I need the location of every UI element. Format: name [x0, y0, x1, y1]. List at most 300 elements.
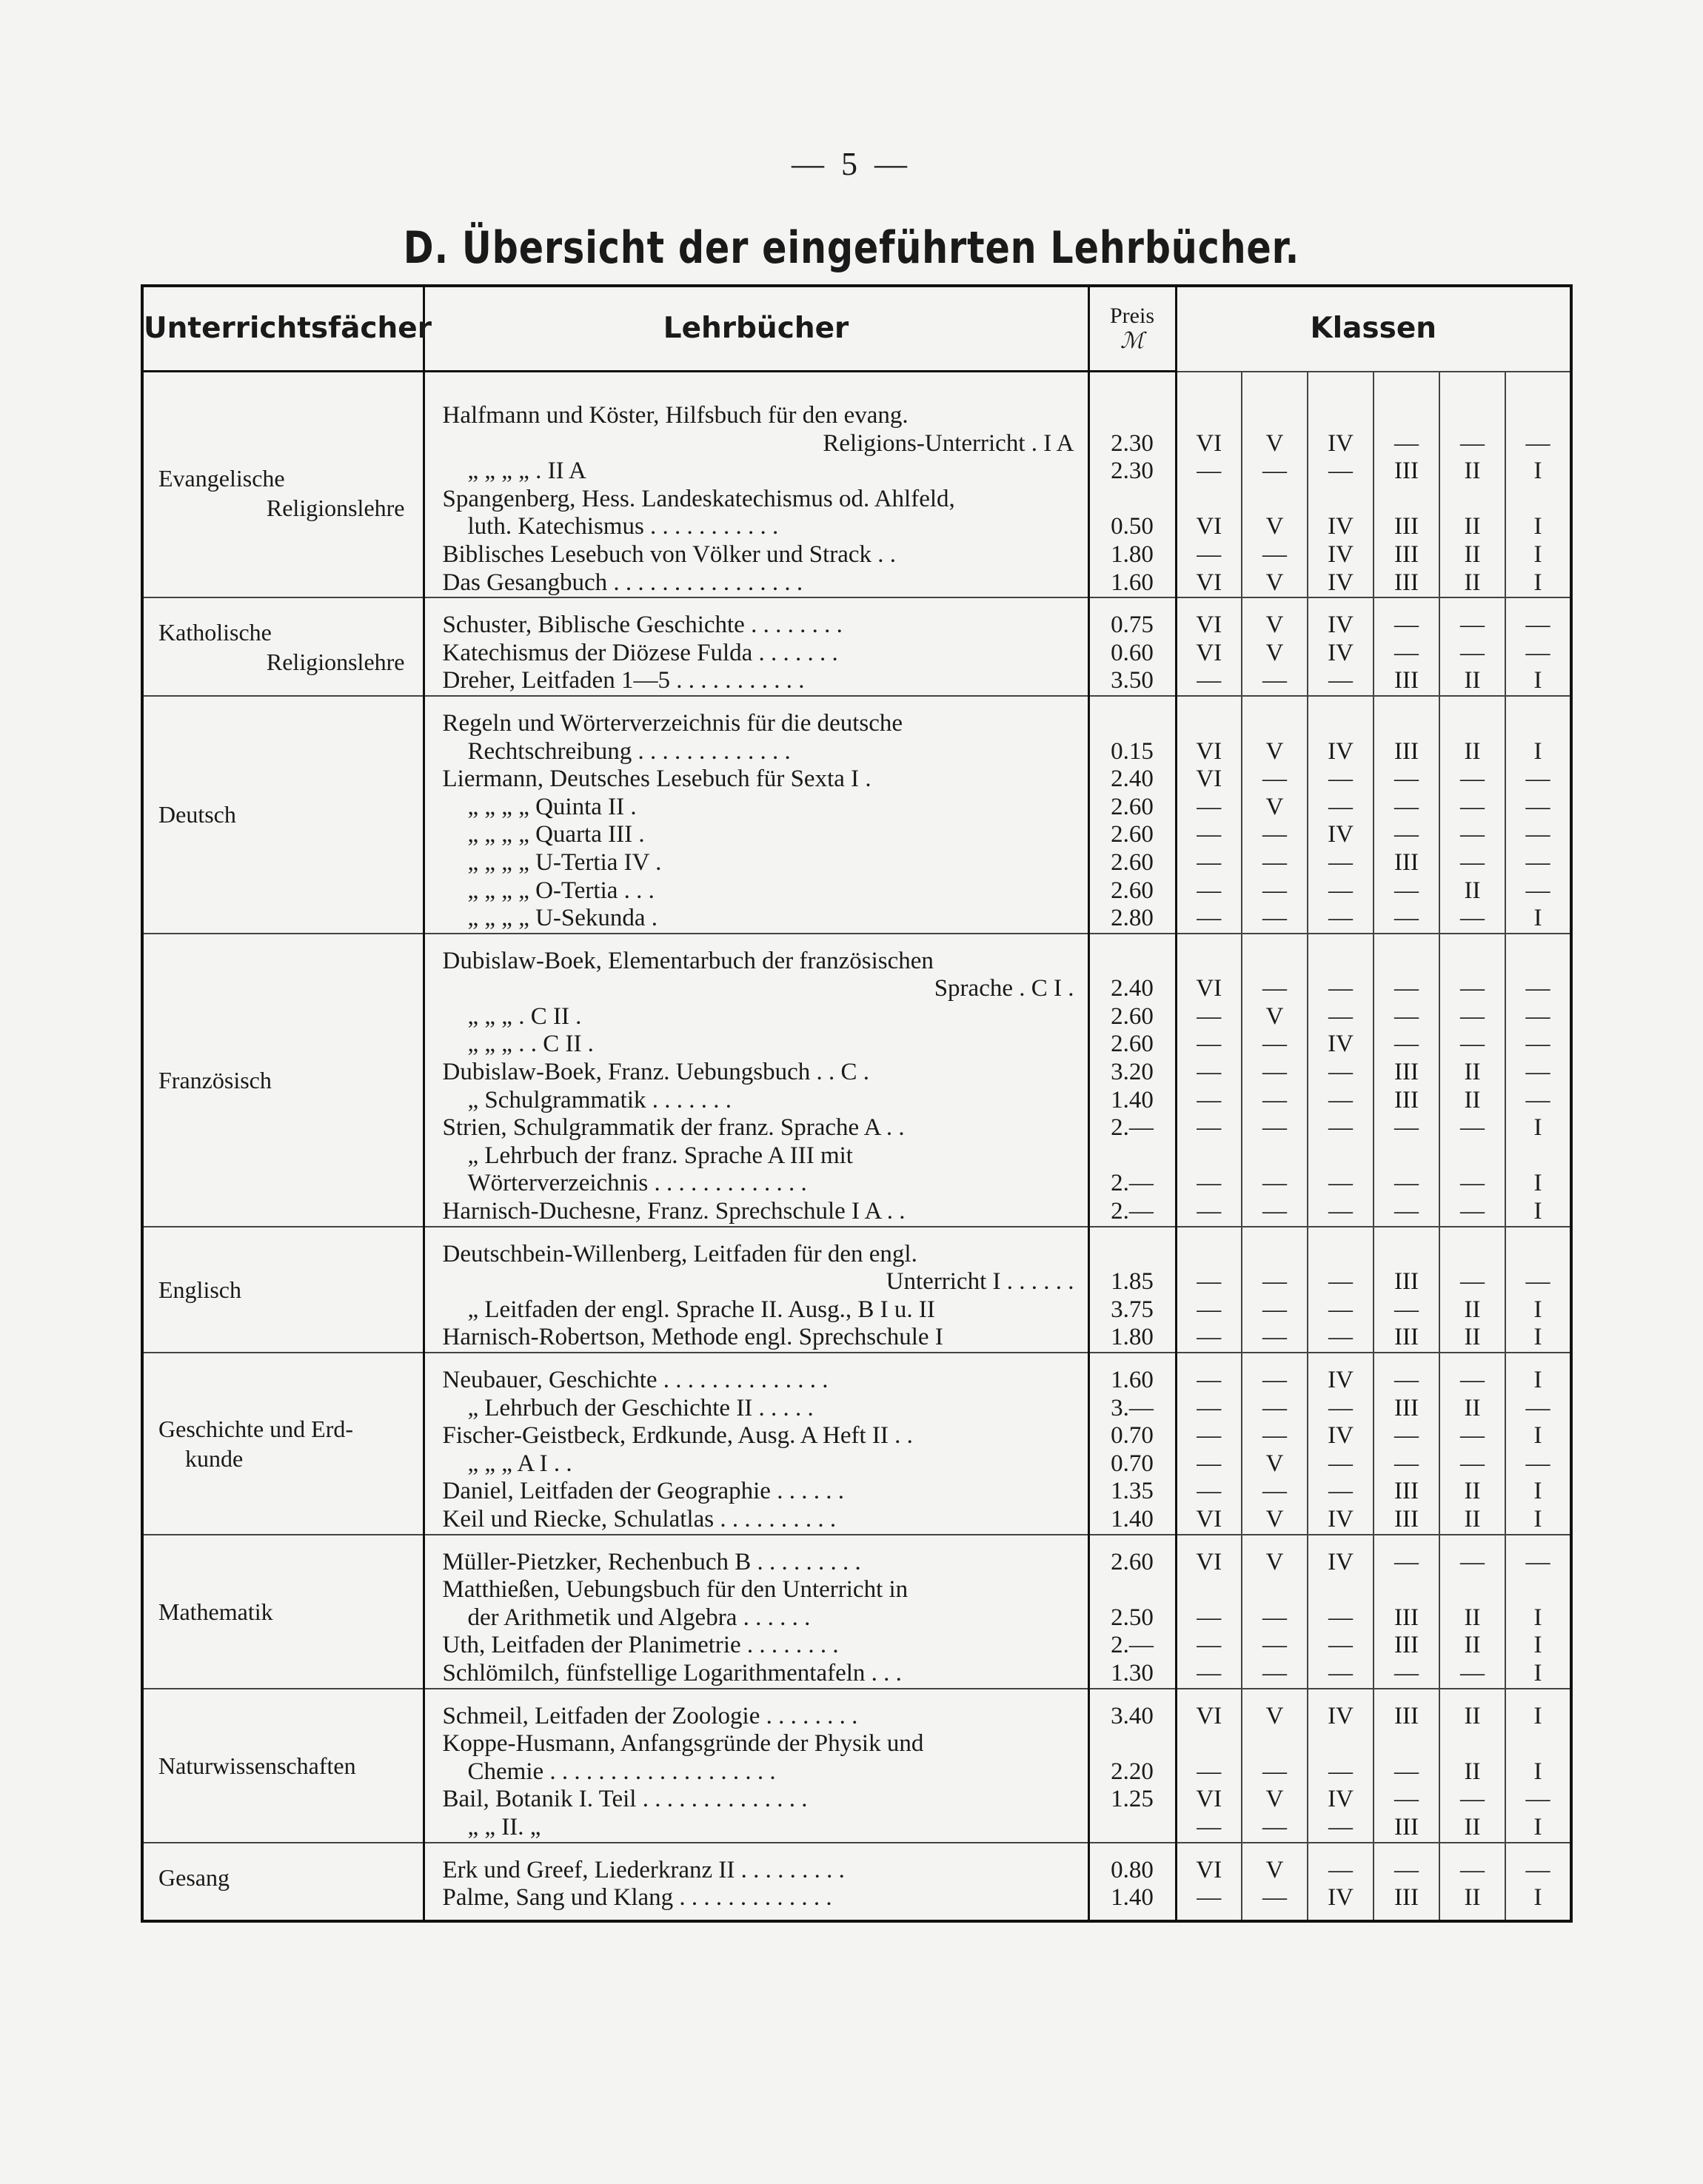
class-marker: — [1460, 975, 1485, 1002]
books-cell [424, 934, 1088, 1227]
class-marker: III [1394, 1268, 1419, 1296]
class-cell [1176, 696, 1242, 934]
class-marker: I [1533, 1813, 1542, 1840]
class-marker: IV [1328, 1702, 1354, 1729]
subject-group-row [142, 696, 1571, 934]
book-title-line: „ „ „ „ U-Tertia IV . [467, 848, 662, 876]
book-title-line: Das Gesangbuch . . . . . . . . . . . . . . . . [442, 569, 803, 596]
class-marker: I [1533, 1170, 1542, 1197]
price-value: 2.30 [1111, 458, 1154, 485]
class-marker: I [1533, 1478, 1542, 1505]
class-marker: I [1533, 458, 1542, 485]
class-marker: — [1328, 1478, 1353, 1505]
price-value: 3.75 [1111, 1296, 1154, 1323]
class-cell [1308, 1535, 1374, 1689]
class-marker: III [1394, 1086, 1419, 1113]
price-value: 2.40 [1111, 975, 1154, 1002]
class-cell [1374, 1535, 1439, 1689]
class-marker: — [1262, 1324, 1287, 1351]
class-marker: V [1265, 1450, 1284, 1477]
class-marker: — [1328, 1450, 1353, 1477]
class-cell [1505, 1353, 1571, 1535]
subject-label: Gesang [158, 1864, 230, 1892]
class-marker: — [1197, 1002, 1222, 1030]
class-marker: I [1533, 1659, 1542, 1686]
price-value: 2.30 [1111, 429, 1154, 457]
class-marker: II [1464, 458, 1481, 485]
class-cell [1176, 1353, 1242, 1535]
books-cell [424, 1843, 1088, 1921]
class-cell [1242, 696, 1308, 934]
class-marker: — [1197, 1632, 1222, 1659]
subject-label: kunde [185, 1444, 244, 1472]
subject-label: Mathematik [158, 1598, 273, 1625]
book-title-line: Fischer-Geistbeck, Erdkunde, Ausg. A Heft II . . [442, 1422, 913, 1450]
class-marker: — [1394, 1450, 1419, 1477]
class-cell [1242, 1353, 1308, 1535]
class-marker: — [1460, 1170, 1485, 1197]
book-title-line: Erk und Greef, Liederkranz II . . . . . . . . . [442, 1856, 845, 1883]
class-marker: — [1394, 1548, 1419, 1575]
book-title-line: Keil und Riecke, Schulatlas . . . . . . . . . . [442, 1505, 837, 1533]
class-marker: — [1262, 1604, 1287, 1631]
class-marker: — [1525, 793, 1550, 820]
class-marker: — [1328, 848, 1353, 876]
price-value: 0.15 [1111, 737, 1154, 765]
class-marker: — [1328, 877, 1353, 904]
class-marker: — [1197, 905, 1222, 932]
class-marker: — [1262, 821, 1287, 848]
class-marker: — [1525, 1786, 1550, 1813]
price-cell [1088, 1227, 1176, 1353]
textbook-table [141, 284, 1573, 1923]
subject-label: Französisch [158, 1066, 272, 1093]
class-marker: — [1262, 1478, 1287, 1505]
subject-group-row [142, 1689, 1571, 1843]
class-marker: — [1460, 639, 1485, 666]
subject-label: Evangelische [158, 464, 285, 492]
class-marker: — [1262, 1758, 1287, 1785]
class-marker: — [1262, 540, 1287, 568]
class-marker: II [1464, 569, 1481, 596]
class-marker: — [1328, 975, 1353, 1002]
class-marker: — [1460, 905, 1485, 932]
class-marker: II [1464, 877, 1481, 904]
class-marker: — [1197, 1450, 1222, 1477]
class-cell [1374, 934, 1439, 1227]
price-value: 2.40 [1111, 766, 1154, 793]
class-marker: — [1197, 821, 1222, 848]
class-marker: — [1394, 1856, 1419, 1883]
class-marker: — [1460, 1422, 1485, 1450]
class-marker: — [1197, 1296, 1222, 1323]
class-marker: — [1460, 1548, 1485, 1575]
class-marker: — [1394, 793, 1419, 820]
class-cell [1374, 1689, 1439, 1843]
class-marker: — [1262, 1170, 1287, 1197]
subject-column-header: Unterrichtsfächer [142, 286, 424, 372]
book-title-line: Dreher, Leitfaden 1—5 . . . . . . . . . . . [442, 667, 805, 694]
class-marker: — [1328, 1059, 1353, 1086]
class-marker: — [1394, 821, 1419, 848]
class-cell [1505, 696, 1571, 934]
class-cell [1176, 1227, 1242, 1353]
class-marker: — [1460, 1367, 1485, 1393]
book-title-line: Matthießen, Uebungsbuch für den Unterricht in [442, 1576, 909, 1604]
class-cell [1374, 597, 1439, 696]
class-marker: II [1464, 1758, 1481, 1785]
class-cell [1176, 1843, 1242, 1921]
price-value: 3.— [1111, 1394, 1154, 1421]
book-title-line: Halfmann und Köster, Hilfsbuch für den evang. [442, 402, 909, 429]
subject-cell [142, 597, 424, 696]
class-marker: VI [1196, 639, 1222, 666]
price-value: 3.50 [1111, 667, 1154, 694]
class-marker: — [1525, 639, 1550, 666]
class-marker: — [1328, 793, 1353, 820]
class-marker: — [1394, 1002, 1419, 1030]
class-cell [1176, 597, 1242, 696]
price-value: 1.35 [1111, 1478, 1154, 1505]
class-cell [1505, 1689, 1571, 1843]
class-marker: — [1262, 1422, 1287, 1450]
book-title-line: Sprache . C I . [934, 975, 1074, 1002]
class-marker: II [1464, 1394, 1481, 1421]
price-cell [1088, 934, 1176, 1227]
class-marker: IV [1328, 1548, 1354, 1575]
class-marker: — [1394, 1198, 1419, 1225]
class-marker: I [1533, 1198, 1542, 1225]
class-marker: — [1262, 667, 1287, 694]
book-title-line: Bail, Botanik I. Teil . . . . . . . . . . . . . . [442, 1786, 808, 1813]
subject-cell [142, 1353, 424, 1535]
class-marker: — [1328, 667, 1353, 694]
class-marker: — [1197, 1478, 1222, 1505]
class-marker: V [1265, 1702, 1284, 1729]
class-marker: — [1525, 1450, 1550, 1477]
price-value: 1.85 [1111, 1268, 1154, 1296]
class-marker: I [1533, 1324, 1542, 1351]
book-title-line: Unterricht I . . . . . . [886, 1268, 1074, 1296]
class-marker: III [1394, 737, 1419, 765]
subject-group-row [142, 1843, 1571, 1921]
price-value [1090, 1814, 1175, 1842]
book-title-line: Chemie . . . . . . . . . . . . . . . . . . . [467, 1758, 776, 1785]
price-cell [1088, 696, 1176, 934]
class-marker: — [1328, 1758, 1353, 1785]
class-marker: — [1394, 1170, 1419, 1197]
subject-label: Religionslehre [266, 494, 405, 521]
class-marker: V [1265, 1856, 1284, 1883]
class-marker: — [1262, 1114, 1287, 1142]
class-cell [1439, 1227, 1505, 1353]
price-value: 2.60 [1111, 877, 1154, 904]
class-marker: — [1262, 1198, 1287, 1225]
class-cell [1374, 696, 1439, 934]
price-value: 1.30 [1111, 1659, 1154, 1686]
class-marker: — [1328, 1813, 1353, 1840]
book-title-line: luth. Katechismus . . . . . . . . . . . [467, 513, 779, 540]
price-value: 0.80 [1111, 1856, 1154, 1883]
class-marker: — [1262, 1031, 1287, 1058]
class-marker: II [1464, 513, 1481, 540]
class-cell [1176, 389, 1242, 597]
class-marker: — [1262, 1367, 1287, 1393]
class-marker: VI [1196, 1702, 1222, 1729]
class-marker: IV [1328, 429, 1354, 457]
class-marker: III [1394, 1324, 1419, 1351]
class-marker: V [1265, 429, 1284, 457]
subject-cell [142, 1535, 424, 1689]
class-marker: — [1328, 766, 1353, 793]
table-body [142, 389, 1571, 1921]
class-marker: — [1328, 1394, 1353, 1421]
class-cell [1439, 597, 1505, 696]
class-marker: — [1525, 1031, 1550, 1058]
class-cell [1439, 1843, 1505, 1921]
page-title: D. Übersicht der eingeführten Lehrbücher. [403, 222, 1300, 274]
class-cell [1505, 597, 1571, 696]
book-title-line: der Arithmetik und Algebra . . . . . . [467, 1604, 811, 1631]
class-marker: — [1197, 848, 1222, 876]
price-cell [1088, 597, 1176, 696]
class-cell [1242, 1227, 1308, 1353]
class-marker: I [1533, 1702, 1542, 1729]
class-marker: — [1394, 877, 1419, 904]
class-marker: — [1394, 429, 1419, 457]
book-title-line: „ Lehrbuch der franz. Sprache A III mit [467, 1142, 853, 1169]
class-marker: III [1394, 458, 1419, 485]
subject-cell [142, 696, 424, 934]
class-marker: — [1525, 1002, 1550, 1030]
class-marker: I [1533, 1505, 1542, 1533]
class-marker: — [1525, 848, 1550, 876]
book-title-line: Spangenberg, Hess. Landeskatechismus od. Ahlfeld, [442, 485, 955, 512]
subject-group-row [142, 1535, 1571, 1689]
class-cell [1242, 389, 1308, 597]
class-cell [1308, 597, 1374, 696]
class-marker: V [1265, 1548, 1284, 1575]
book-title-line: Katechismus der Diözese Fulda . . . . . . . [442, 639, 838, 666]
books-column-header: Lehrbücher [424, 286, 1088, 372]
class-marker: — [1328, 1114, 1353, 1142]
book-title-line: „ „ „ „ O-Tertia . . . [467, 877, 655, 904]
class-marker: — [1197, 1031, 1222, 1058]
books-cell [424, 597, 1088, 696]
class-cell [1374, 1227, 1439, 1353]
class-marker: I [1533, 1114, 1542, 1142]
class-cell [1308, 1227, 1374, 1353]
page-number: — 5 — [792, 146, 911, 182]
subject-cell [142, 1227, 424, 1353]
class-marker: — [1328, 1198, 1353, 1225]
class-marker: — [1394, 1367, 1419, 1393]
price-cell [1088, 1535, 1176, 1689]
class-marker: — [1262, 905, 1287, 932]
class-marker: IV [1328, 1505, 1354, 1533]
price-cell [1088, 1353, 1176, 1535]
class-marker: — [1197, 1884, 1222, 1912]
class-marker: — [1197, 1659, 1222, 1686]
class-marker: — [1525, 429, 1550, 457]
class-marker: V [1265, 1002, 1284, 1030]
class-cell [1176, 1689, 1242, 1843]
class-marker: — [1460, 1268, 1485, 1296]
book-title-line: Daniel, Leitfaden der Geographie . . . . . . [442, 1478, 844, 1505]
price-value: 2.— [1111, 1632, 1154, 1659]
class-marker: III [1394, 1884, 1419, 1912]
book-title-line: „ Schulgrammatik . . . . . . . [467, 1086, 732, 1113]
books-cell [424, 1535, 1088, 1689]
class-marker: III [1394, 1059, 1419, 1086]
class-marker: — [1394, 905, 1419, 932]
class-marker: II [1464, 1813, 1481, 1840]
subject-label: Englisch [158, 1276, 241, 1303]
book-title-line: Religions-Unterricht . I A [823, 429, 1074, 457]
class-cell [1176, 1535, 1242, 1689]
class-marker: IV [1328, 1422, 1354, 1450]
class-cell [1308, 1353, 1374, 1535]
price-column-header [1088, 286, 1176, 372]
class-marker: — [1460, 1031, 1485, 1058]
book-title-line: „ „ II. „ [467, 1813, 541, 1840]
subject-label: Deutsch [158, 801, 236, 828]
book-title-line: Regeln und Wörterverzeichnis für die deutsche [442, 709, 903, 737]
subject-label: Katholische [158, 618, 272, 646]
book-title-line: Müller-Pietzker, Rechenbuch B . . . . . . . . . [442, 1548, 861, 1575]
class-marker: III [1394, 848, 1419, 876]
class-marker: II [1464, 540, 1481, 568]
class-marker: — [1262, 848, 1287, 876]
class-cell [1308, 389, 1374, 597]
class-marker: — [1525, 821, 1550, 848]
book-title-line: Uth, Leitfaden der Planimetrie . . . . . . . . [442, 1632, 839, 1659]
class-marker: III [1394, 667, 1419, 694]
book-title-line: Koppe-Husmann, Anfangsgründe der Physik und [442, 1730, 924, 1758]
class-marker: VI [1196, 569, 1222, 596]
class-marker: — [1525, 975, 1550, 1002]
price-value: 1.80 [1111, 540, 1154, 568]
class-marker: III [1394, 1478, 1419, 1505]
class-marker: IV [1328, 569, 1354, 596]
class-marker: I [1533, 540, 1542, 568]
price-value: 2.80 [1111, 905, 1154, 932]
class-marker: VI [1196, 737, 1222, 765]
class-marker: — [1525, 1548, 1550, 1575]
class-marker: — [1197, 1813, 1222, 1840]
price-header-label: Preis [1110, 304, 1154, 328]
price-value: 1.60 [1111, 569, 1154, 596]
book-title-line: Dubislaw-Boek, Franz. Uebungsbuch . . C . [442, 1059, 870, 1086]
class-marker: — [1197, 540, 1222, 568]
class-marker: I [1533, 1367, 1542, 1393]
class-cell [1505, 389, 1571, 597]
book-title-line: „ Leitfaden der engl. Sprache II. Ausg., B I u. II [467, 1296, 935, 1323]
class-marker: — [1262, 975, 1287, 1002]
class-marker: III [1394, 569, 1419, 596]
class-marker: V [1265, 1786, 1284, 1813]
class-cell [1505, 1843, 1571, 1921]
price-value: 3.40 [1111, 1702, 1154, 1729]
book-title-line: Neubauer, Geschichte . . . . . . . . . . . . . . [442, 1367, 829, 1393]
class-marker: III [1394, 1632, 1419, 1659]
class-marker: — [1460, 1786, 1485, 1813]
class-marker: — [1262, 1394, 1287, 1421]
class-marker: — [1525, 766, 1550, 793]
price-value: 2.60 [1111, 1031, 1154, 1058]
class-marker: — [1394, 1114, 1419, 1142]
class-cell [1308, 1843, 1374, 1921]
class-marker: — [1197, 1394, 1222, 1421]
book-title-line: Biblisches Lesebuch von Völker und Strack . . [442, 540, 897, 568]
price-cell [1088, 389, 1176, 597]
class-marker: VI [1196, 1505, 1222, 1533]
class-marker: II [1464, 1632, 1481, 1659]
class-marker: IV [1328, 1884, 1354, 1912]
class-marker: — [1525, 1059, 1550, 1086]
class-marker: I [1533, 737, 1542, 765]
class-marker: V [1265, 569, 1284, 596]
class-marker: — [1460, 821, 1485, 848]
subject-group-row [142, 597, 1571, 696]
book-title-line: „ „ „ „ U-Sekunda . [467, 905, 658, 932]
subject-group-row [142, 1353, 1571, 1535]
class-marker: IV [1328, 639, 1354, 666]
class-marker: — [1262, 766, 1287, 793]
class-cell [1505, 1535, 1571, 1689]
class-cell [1505, 1227, 1571, 1353]
price-value: 1.40 [1111, 1884, 1154, 1912]
book-title-line: Schuster, Biblische Geschichte . . . . . . . . [442, 612, 843, 639]
price-cell [1088, 1689, 1176, 1843]
class-cell [1439, 696, 1505, 934]
class-marker: — [1197, 877, 1222, 904]
price-value: 2.60 [1111, 1548, 1154, 1575]
books-cell [424, 389, 1088, 597]
book-title-line: Harnisch-Robertson, Methode engl. Sprechschule I [442, 1324, 943, 1351]
class-marker: III [1394, 540, 1419, 568]
class-marker: II [1464, 1505, 1481, 1533]
class-cell [1439, 1353, 1505, 1535]
class-marker: II [1464, 1478, 1481, 1505]
class-marker: — [1262, 1813, 1287, 1840]
class-marker: I [1533, 513, 1542, 540]
class-marker: — [1328, 1856, 1353, 1883]
class-marker: III [1394, 1505, 1419, 1533]
books-cell [424, 1227, 1088, 1353]
price-value: 2.60 [1111, 821, 1154, 848]
class-marker: — [1262, 1059, 1287, 1086]
class-marker: IV [1328, 737, 1354, 765]
class-marker: III [1394, 1394, 1419, 1421]
class-marker: II [1464, 1296, 1481, 1323]
class-cell [1439, 1689, 1505, 1843]
subject-group-row [142, 389, 1571, 597]
class-marker: II [1464, 737, 1481, 765]
book-title-line: Strien, Schulgrammatik der franz. Sprache A . . [442, 1114, 905, 1142]
class-marker: — [1394, 1031, 1419, 1058]
book-title-line: „ „ „ „ Quinta II . [467, 793, 637, 820]
class-marker: II [1464, 1884, 1481, 1912]
book-title-line: Schlömilch, fünfstellige Logarithmentafeln . . . [442, 1659, 902, 1686]
price-value: 1.40 [1111, 1086, 1154, 1113]
price-value: 1.80 [1111, 1324, 1154, 1351]
class-marker: — [1197, 1268, 1222, 1296]
class-marker: IV [1328, 612, 1354, 639]
class-marker: — [1328, 1632, 1353, 1659]
class-marker: — [1328, 905, 1353, 932]
class-marker: — [1394, 766, 1419, 793]
